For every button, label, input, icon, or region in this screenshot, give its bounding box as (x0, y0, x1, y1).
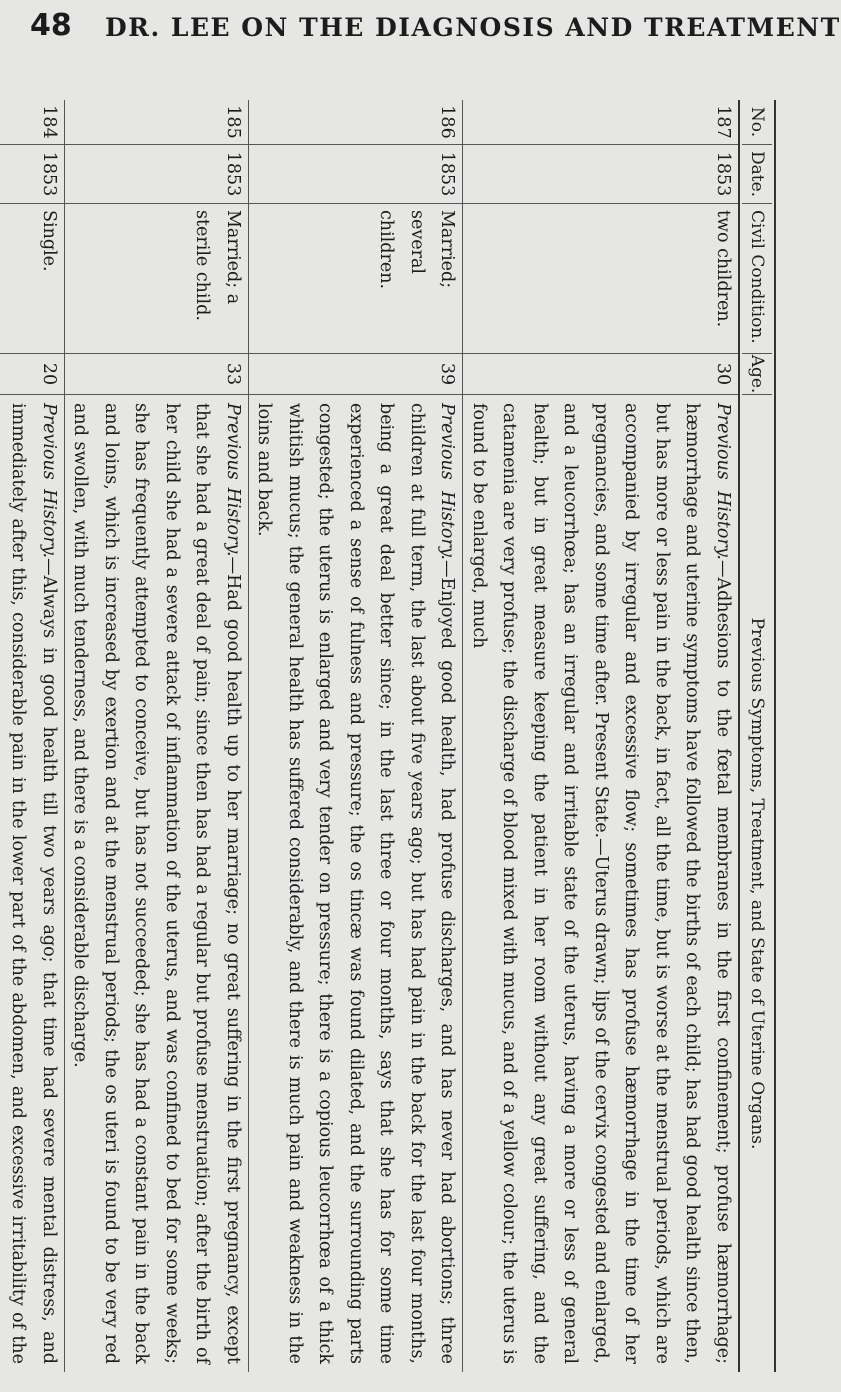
header-history: Previous Symptoms, Treatment, and State of Uterine Organs. (747, 617, 768, 1150)
case-number: 186 (249, 100, 463, 145)
rotated-page-body (8, 100, 776, 1372)
case-civil-condition: Married; several children. (249, 204, 463, 354)
case-date: 1853 (0, 145, 64, 204)
case-civil-condition: two children. (464, 204, 739, 354)
header-no: No. (742, 100, 773, 145)
case-date: 1853 (464, 145, 739, 204)
running-title: DR. LEE ON THE DIAGNOSIS AND TREATMENT (105, 13, 841, 42)
case-age: 33 (65, 354, 248, 395)
rotated-sheet (8, 100, 776, 1372)
case-history (464, 395, 739, 1372)
case-date: 1853 (249, 145, 463, 204)
case-civil-condition: Married; a sterile child. (65, 204, 248, 354)
case-number: 185 (65, 100, 248, 145)
case-age: 30 (464, 354, 739, 395)
case-history (0, 395, 64, 1372)
case-date: 1853 (65, 145, 248, 204)
case-history (65, 395, 248, 1372)
history-label: Previous History. (713, 403, 733, 560)
table-row (463, 100, 739, 1372)
table-row (0, 100, 64, 1372)
page-number: 48 (30, 8, 72, 43)
table-row (248, 100, 463, 1372)
history-text: —Had good health up to her marriage; no great suffering in the first pregnancy, except that she had a great deal of pain; since then has had a regular but profuse menstruation; after the birth of her child she had a severe attack of inflammation of the uterus, and was confined to bed for some weeks; she has frequently attempted to conceive, but has not succeeded; she has had a constant pain in the back and loins, which is increased by exertion and at the menstrual periods; the os uteri is found to be very red and swollen, with much tenderness, and there is a considerable discharge. (70, 403, 243, 1365)
history-text: —Always in good health till two years ago; that time had severe mental distress, and immediately after this, considerable pain in the lower part of the abdomen, and excessive irritability of the (8, 403, 59, 1365)
case-age: 39 (249, 354, 463, 395)
cases-table (0, 100, 776, 1372)
case-history (249, 395, 463, 1372)
header-age: Age. (742, 354, 773, 395)
history-text: —Enjoyed good health, had profuse discharges, and has never had abortions; three children at full term, the last about five years ago; but has had pain in the back for the last four months, being a great deal better since; in the last three or four months, says that she has for some time experienced a sense of fulness and pressure; the os tincæ was found dilated, and the surrounding parts congested; the uterus is enlarged and very tender on pressure; there is a copious leucorrhœa of a thick whitish mucus; the general health has suffered considerably, and there is much pain and weakness in the loins and back. (254, 403, 458, 1364)
history-label: Previous History. (437, 403, 458, 560)
case-number: 187 (464, 100, 739, 145)
table-row (64, 100, 248, 1372)
page-header (0, 0, 841, 50)
case-number: 184 (0, 100, 64, 145)
header-date: Date. (742, 145, 773, 204)
case-civil-condition: Single. (0, 204, 64, 354)
header-civil-condition: Civil Condition. (742, 204, 773, 354)
table-header-row (738, 100, 776, 1372)
history-text: —Adhesions to the fœtal membranes in the first confinement; profuse hæmorrhage; hæmorrhage and uterine symptoms have followed the births of each child; has had good health since then, but has more or less pain in the back, in fact, all the time, but is worse at the menstrual periods, which are accompanied by irregular and excessive flow; sometimes has profuse hæmorrhage in the time of her pregnancies, and some time after. Present State.—Uterus drawn; lips of the cervix congested and enlarged, and a leucorrhœa; has an irregular and irritable state of the uterus, having a more or less of general health; but in great measure keeping the patient in her room without any great suffering, and the catamenia are very profuse; the discharge of blood mixed with mucus, and of a yellow colour; the uterus is found to be enlarged, much (469, 403, 733, 1365)
history-label: Previous History. (39, 403, 59, 559)
history-label: Previous History. (223, 403, 243, 557)
case-age: 20 (0, 354, 64, 395)
